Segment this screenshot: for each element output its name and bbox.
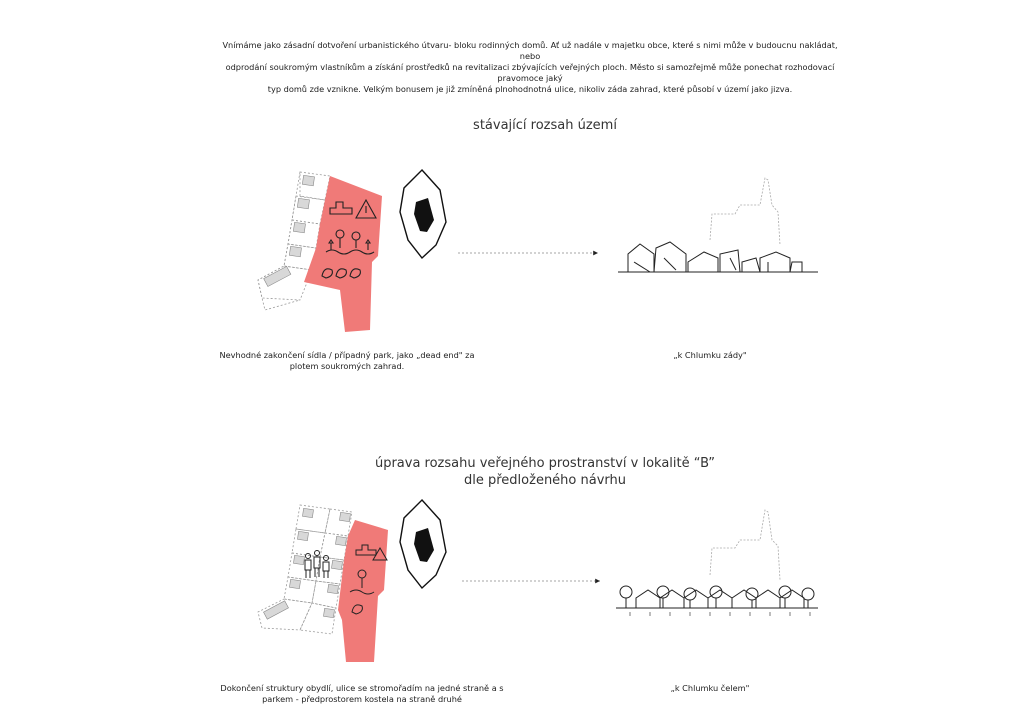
intro-line: odprodání soukromým vlastníkům a získání prostředků na revitalizaci zbývajících veřejných ploch. Město si samozřejmě může ponechat rozhodovací pravomoce jaký (225, 62, 835, 83)
church-building (414, 198, 434, 232)
caption-line: parkem - předprostorem kostela na straně druhé (262, 694, 462, 704)
skyline-front-facing (616, 510, 818, 616)
caption-existing-plan (212, 350, 482, 372)
houses (264, 175, 315, 286)
caption-line: Nevhodné zakončení sídla / případný park, jako „dead end" za (219, 350, 475, 360)
section1-title: stávající rozsah území (473, 118, 617, 133)
tree-row (620, 586, 814, 608)
section2-title-line: dle předloženého návrhu (464, 473, 626, 488)
section2-title-line: úprava rozsahu veřejného prostranství v lokalitě “B” (374, 456, 716, 471)
caption-existing-skyline: „k Chlumku zády" (673, 350, 747, 360)
caption-line: plotem soukromých zahrad. (289, 361, 405, 371)
caption-line: Dokončení struktury obydlí, ulice se stromořadím na jedné straně a s (220, 683, 504, 693)
intro-line: typ domů zde vznikne. Velkým bonusem je již zmíněná plnohodnotná ulice, nikoliv záda zahrad, které působí v území jako jizva. (267, 84, 793, 94)
skyline-back-facing (618, 178, 818, 272)
site-plan-proposed (258, 500, 446, 662)
site-plan-existing (258, 170, 446, 332)
caption-proposed-plan (212, 683, 512, 705)
intro-line: Vnímáme jako zásadní dotvoření urbanistického útvaru- bloku rodinných domů. Ať už nadále v majetku obce, které s nimi může v budoucnu nakládat, nebo (222, 40, 838, 61)
caption-proposed-skyline: „k Chlumku čelem" (670, 683, 750, 693)
church-building (414, 528, 434, 562)
fence-ticks (630, 612, 810, 616)
